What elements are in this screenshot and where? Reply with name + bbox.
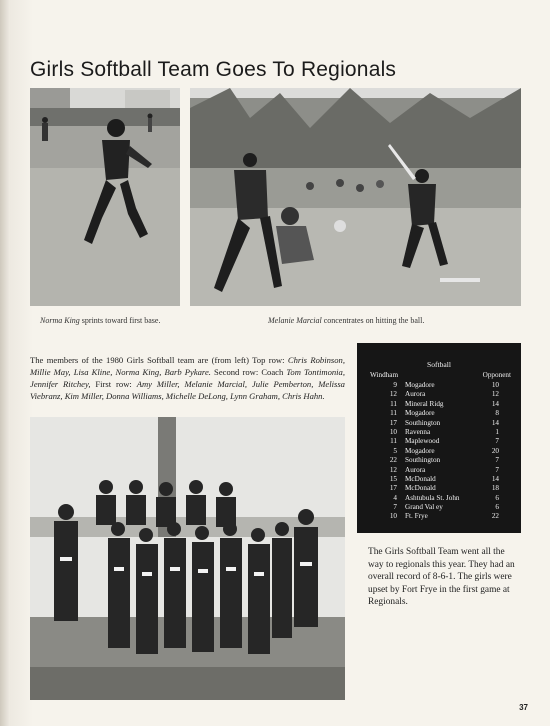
photo-batter	[190, 88, 521, 306]
score-row: 12 Aurora 12	[389, 390, 499, 399]
caption-batter: Melanie Marcial concentrates on hitting the ball.	[268, 316, 425, 325]
score-row: 11 Mogadore 8	[390, 409, 499, 418]
scoreboard-header	[357, 371, 521, 380]
page-spine-shadow	[0, 0, 10, 726]
scoreboard-col-home: Windham	[370, 371, 399, 379]
scoreboard-rows	[357, 381, 521, 522]
page-number: 37	[519, 703, 528, 712]
score-row: 22 Southington 7	[389, 456, 499, 465]
score-row: 12 Aurora 7	[389, 465, 499, 474]
photo-team	[30, 417, 345, 700]
photo-batter-image	[190, 88, 521, 306]
roster-paragraph: The members of the 1980 Girls Softball team are (from left) Top row: Chris Robinson, Millie May, Lisa Kline, Norma King, Barb Pykare. Second row: Coach Tom Tontimonia, Jennifer Ritchey, First row: Amy Miller, Melanie Marcial, Julie Pemberton, Melissa Viebranz, Kim Miller, Donna Williams, Michelle DeLong, Lynn Graham, Chris Hahn.	[30, 355, 346, 402]
score-row: 15 McDonald 14	[389, 474, 499, 483]
caption-runner: Norma King sprints toward first base.	[40, 316, 161, 325]
score-row: 9 Mogadore 10	[393, 381, 499, 389]
score-row: 4 Ashtubula St. John 6	[393, 493, 499, 502]
score-row: 17 McDonald 18	[389, 484, 499, 493]
score-row: 7 Grand Val ey 6	[393, 503, 499, 512]
score-row: 17 Southington 14	[389, 418, 499, 427]
page-headline: Girls Softball Team Goes To Regionals	[30, 58, 397, 81]
photo-team-image	[30, 417, 345, 700]
scoreboard-col-opponent: Opponent	[482, 371, 511, 379]
score-row: 10 Ft. Frye 22	[389, 512, 499, 521]
score-row: 5 Mogadore 20	[393, 446, 499, 455]
score-row: 10 Ravenna 1	[389, 427, 499, 436]
scoreboard-title: Softball	[426, 360, 452, 369]
season-summary: The Girls Softball Team went all the way to regionals this year. They had an overall record of 8-6-1. The girls were upset by Fort Frye in the first game at Regionals.	[368, 547, 515, 608]
photo-runner	[30, 88, 180, 306]
score-row: 11 Maplewood 7	[390, 437, 499, 446]
photo-runner-image	[30, 88, 180, 306]
softball-scoreboard	[357, 343, 521, 533]
score-row: 11 Mineral Ridg 14	[390, 399, 499, 408]
